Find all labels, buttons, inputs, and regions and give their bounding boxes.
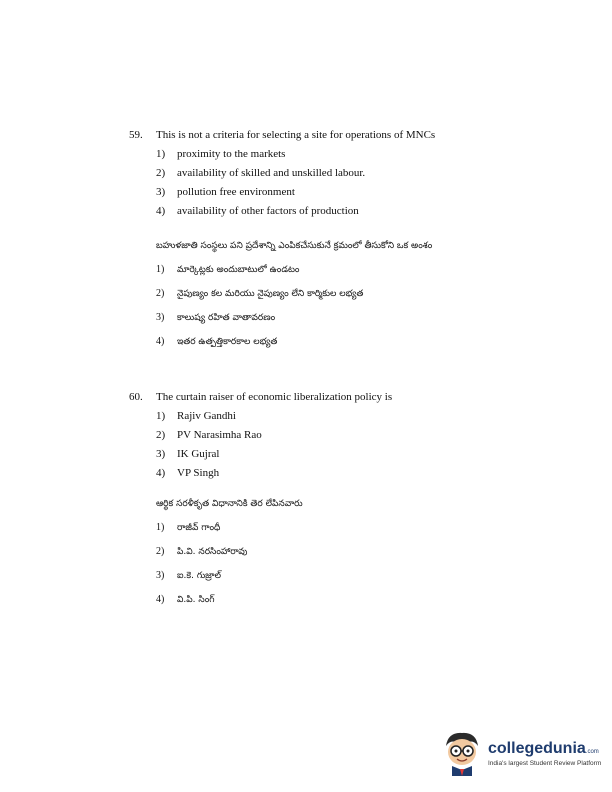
- option-number: 4): [156, 467, 166, 479]
- option-text: మార్కెట్లకు అందుబాటులో ఉండటం: [177, 265, 300, 275]
- question-60: [129, 390, 559, 480]
- telugu-option-1: [156, 264, 576, 276]
- option-number: 4): [156, 205, 166, 217]
- telugu-option-3: [156, 312, 576, 324]
- option-number: 4): [156, 594, 165, 605]
- option-text: Rajiv Gandhi: [177, 410, 236, 422]
- option-number: 1): [156, 522, 165, 533]
- mascot-icon: [440, 730, 484, 776]
- option-text: ఇతర ఉత్పత్తికారకాల లభ్యత: [177, 337, 278, 347]
- option-text: రాజీవ్ గాంధీ: [177, 523, 221, 533]
- option-text: వి.పి. సింగ్: [177, 595, 215, 605]
- option-text: pollution free environment: [177, 186, 295, 198]
- option-3: [156, 447, 559, 461]
- option-text: availability of other factors of production: [177, 205, 359, 217]
- option-number: 3): [156, 186, 166, 198]
- option-number: 2): [156, 167, 166, 179]
- option-text: VP Singh: [177, 467, 220, 479]
- question-60-header: [129, 390, 559, 404]
- option-number: 1): [156, 264, 165, 275]
- question-60-telugu: [156, 498, 576, 606]
- option-1: [156, 409, 559, 423]
- option-text: ఐ.కె. గుజ్రాల్: [177, 571, 221, 581]
- logo-brand: collegedunia.com: [488, 740, 599, 757]
- telugu-option-3: [156, 570, 576, 582]
- option-number: 3): [156, 448, 166, 460]
- telugu-option-4: [156, 594, 576, 606]
- option-number: 1): [156, 410, 166, 422]
- option-4: [156, 204, 559, 218]
- logo-tagline: India's largest Student Review Platform: [488, 760, 602, 767]
- option-1: [156, 147, 559, 161]
- option-number: 2): [156, 288, 165, 299]
- telugu-option-1: [156, 522, 576, 534]
- option-number: 4): [156, 336, 165, 347]
- option-text: proximity to the markets: [177, 148, 286, 160]
- collegedunia-logo: [432, 728, 602, 778]
- question-59-header: [129, 128, 559, 142]
- question-59: [129, 128, 559, 218]
- option-text: పి.వి. నరసింహారావు: [177, 547, 248, 557]
- question-59-telugu: [156, 240, 576, 348]
- option-text: కాలుష్య రహిత వాతావరణం: [177, 313, 276, 323]
- option-number: 2): [156, 546, 165, 557]
- option-2: [156, 166, 559, 180]
- option-number: 3): [156, 312, 165, 323]
- question-number: 59.: [129, 129, 143, 141]
- option-text: నైపుణ్యం కల మరియు నైపుణ్యం లేని కార్మికుల లభ్యత: [177, 289, 364, 299]
- option-2: [156, 428, 559, 442]
- telugu-question-text: బహుళజాతి సంస్థలు పని ప్రదేశాన్ని ఎంపికచేసుకునే క్రమంలో తీసుకోని ఒక అంశం: [156, 241, 433, 251]
- option-number: 2): [156, 429, 166, 441]
- telugu-question-text: ఆర్థిక సరళీకృత విధానానికి తెర లేపినవారు: [156, 499, 303, 509]
- telugu-option-2: [156, 288, 576, 300]
- question-text: This is not a criteria for selecting a site for operations of MNCs: [156, 129, 436, 141]
- question-number: 60.: [129, 391, 143, 403]
- option-text: IK Gujral: [177, 448, 220, 460]
- telugu-option-2: [156, 546, 576, 558]
- option-number: 1): [156, 148, 166, 160]
- question-text: The curtain raiser of economic liberalization policy is: [156, 391, 393, 403]
- option-text: PV Narasimha Rao: [177, 429, 262, 441]
- option-number: 3): [156, 570, 165, 581]
- telugu-option-4: [156, 336, 576, 348]
- option-3: [156, 185, 559, 199]
- option-text: availability of skilled and unskilled labour.: [177, 167, 366, 179]
- option-4: [156, 466, 559, 480]
